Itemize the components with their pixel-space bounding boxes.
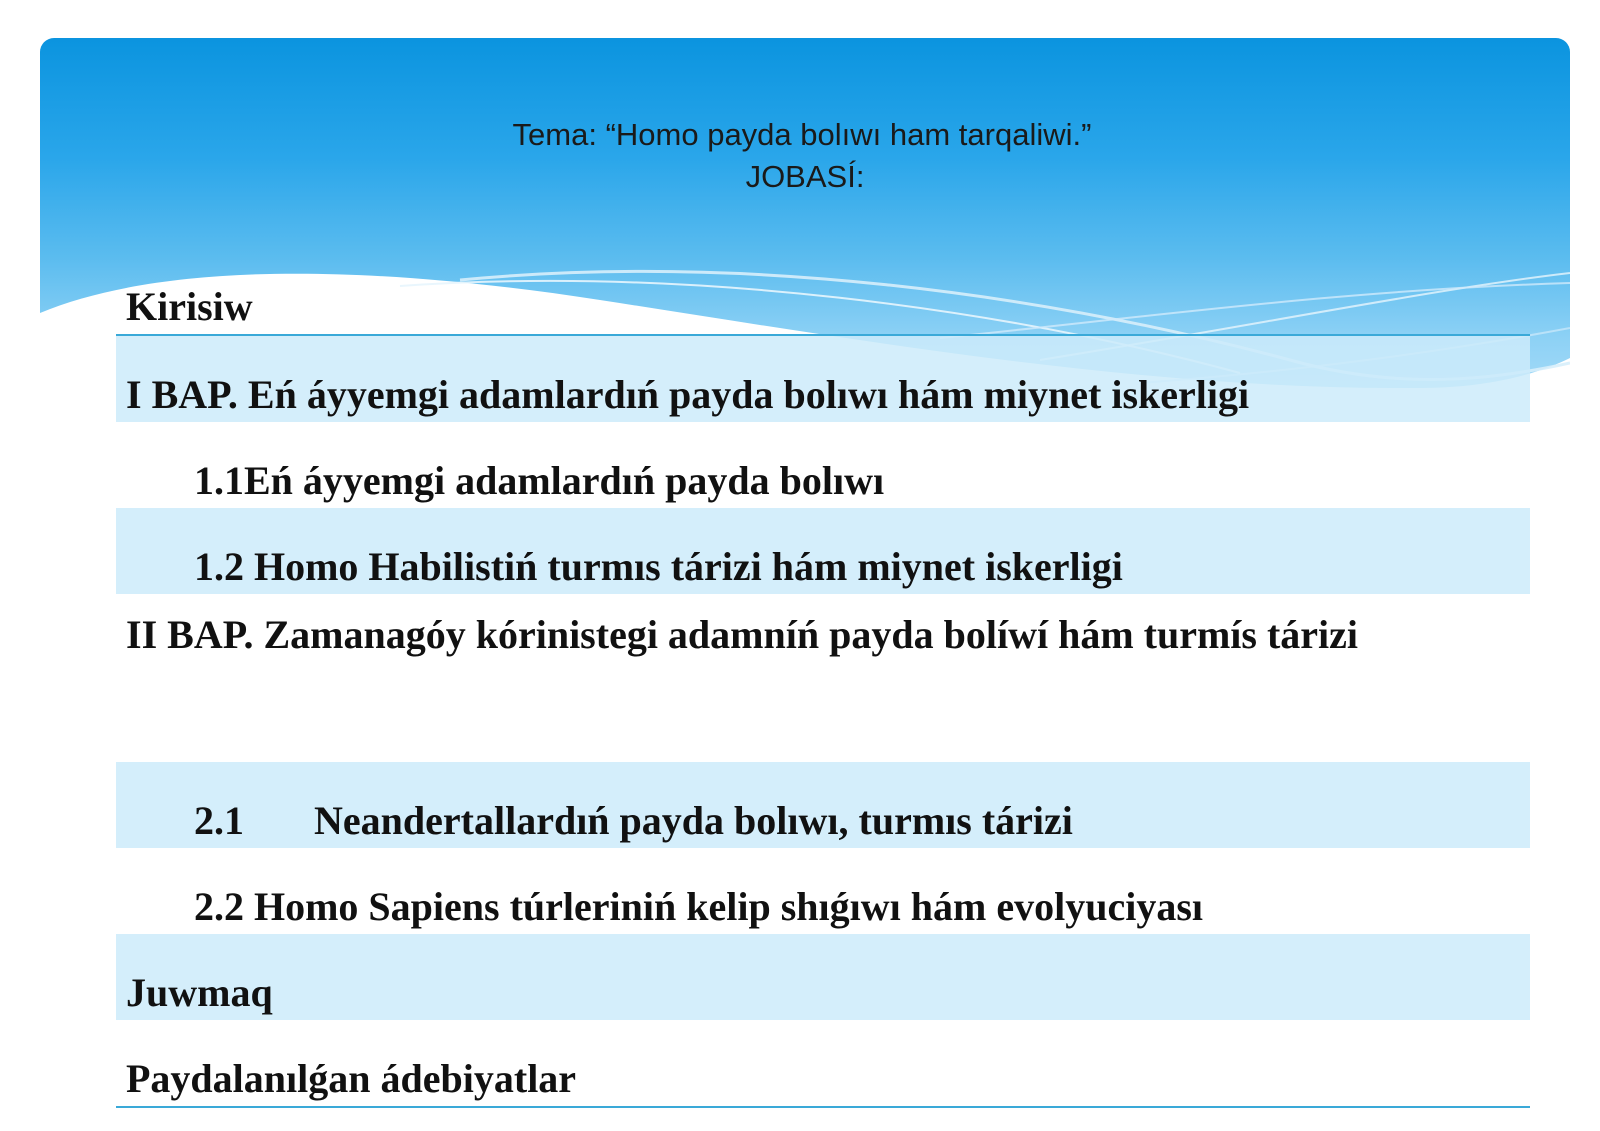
toc-item-introduction: Kirisiw xyxy=(116,248,1530,335)
toc-row xyxy=(116,422,1530,508)
toc-row xyxy=(116,594,1530,762)
toc-item-2-1-title: Neandertallardıń payda bolıwı, turmıs tárizi xyxy=(314,798,1073,843)
toc-item-2-1-number: 2.1 xyxy=(194,798,244,843)
slide-title xyxy=(40,114,1570,198)
toc-item-chapter-1: I BAP. Eń áyyemgi adamlardıń payda bolıwı hám miynet iskerligi xyxy=(116,335,1530,422)
toc-item-2-2: 2.2 Homo Sapiens túrleriniń kelip shıǵıwı hám evolyuciyası xyxy=(194,884,1204,929)
toc-row xyxy=(116,762,1530,848)
toc-item-references: Paydalanılǵan ádebiyatlar xyxy=(116,1020,1530,1107)
toc-row xyxy=(116,848,1530,934)
toc-item-1-2: 1.2 Homo Habilistiń turmıs tárizi hám miynet iskerligi xyxy=(116,508,1530,594)
toc-item-conclusion: Juwmaq xyxy=(116,934,1530,1020)
toc-item-2-1 xyxy=(116,762,1530,848)
toc-item-chapter-2: II BAP. Zamanagóy kórinistegi adamníń payda bolíwí hám turmís tárizi xyxy=(126,612,1359,657)
toc-row xyxy=(116,248,1530,335)
title-topic: Tema: “Homo payda bolıwı ham tarqaliwi.” xyxy=(512,117,1092,152)
toc-row xyxy=(116,508,1530,594)
title-plan: JOBASÍ: xyxy=(745,159,865,194)
toc-row xyxy=(116,335,1530,422)
contents-table xyxy=(116,248,1530,1108)
toc-item-1-1: 1.1Eń áyyemgi adamlardıń payda bolıwı xyxy=(194,458,885,503)
toc-row xyxy=(116,934,1530,1020)
toc-row xyxy=(116,1020,1530,1107)
